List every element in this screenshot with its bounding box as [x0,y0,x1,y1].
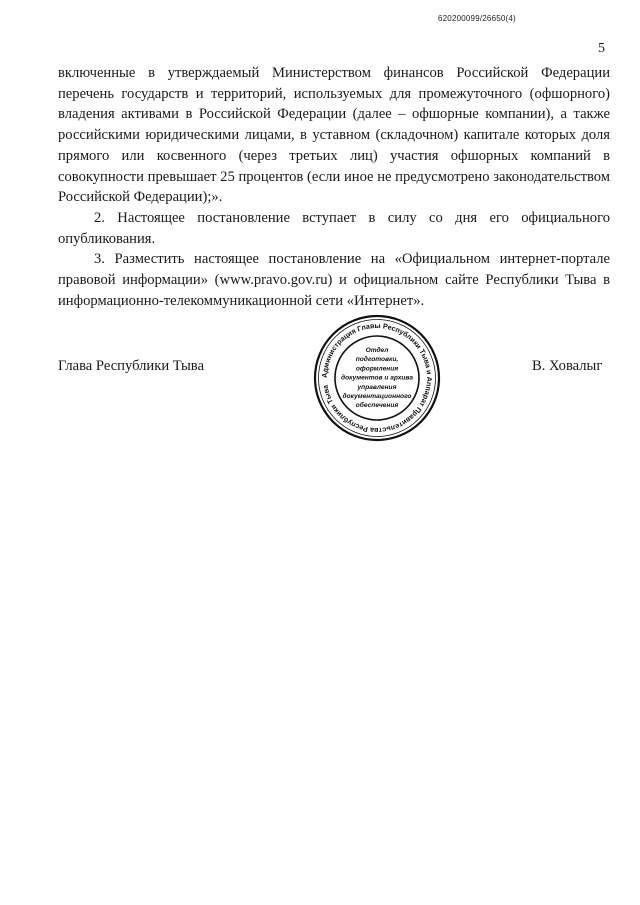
seal-center-line: оформления [355,365,399,373]
seal-center-line: управления [357,383,397,391]
paragraph-item-3: 3. Разместить настоящее постановление на «Официальном интернет-портале правовой информации» (www.pravo.gov.ru) и официальном сайте Республики Тыва в информационно-телекоммуникационной сети «Интернет». [58,251,610,309]
seal-center-line: подготовки, [355,356,399,364]
seal-center-line: документационного [342,393,412,400]
paragraph-item-2: 2. Настоящее постановление вступает в силу со дня его официального опубликования. [58,209,610,247]
paragraph-continuation: включенные в утверждаемый Министерством финансов Российской Федерации перечень государств и территорий, используемых для промежуточного (офшорного) владения активами в Российской Федерации (далее – офшорные компании), а также российскими юридическими лицами, в уставном (складочном) капитале которых доля прямого или косвенного (через третьих лиц) участия офшорных компаний в совокупности превышает 25 процентов (если иное не предусмотрено законодательством Российской Федерации);». [58,65,610,206]
document-body [58,63,610,311]
official-seal [313,314,441,442]
seal-center-line: документов и архива [341,374,413,382]
seal-center-text [341,346,413,409]
seal-center-line: обеспечения [355,402,399,410]
document-id: 620200099/26650(4) [438,14,516,23]
signatory-title: Глава Республики Тывa [58,358,205,374]
page-number: 5 [598,41,605,56]
seal-center-line: Отдел [365,347,389,354]
seal-ring-text: Администрация Главы Республики Тыва и Аппарат Правительства Республики Тыва [319,320,435,436]
signatory-name: В. Ховалыг [532,358,603,374]
